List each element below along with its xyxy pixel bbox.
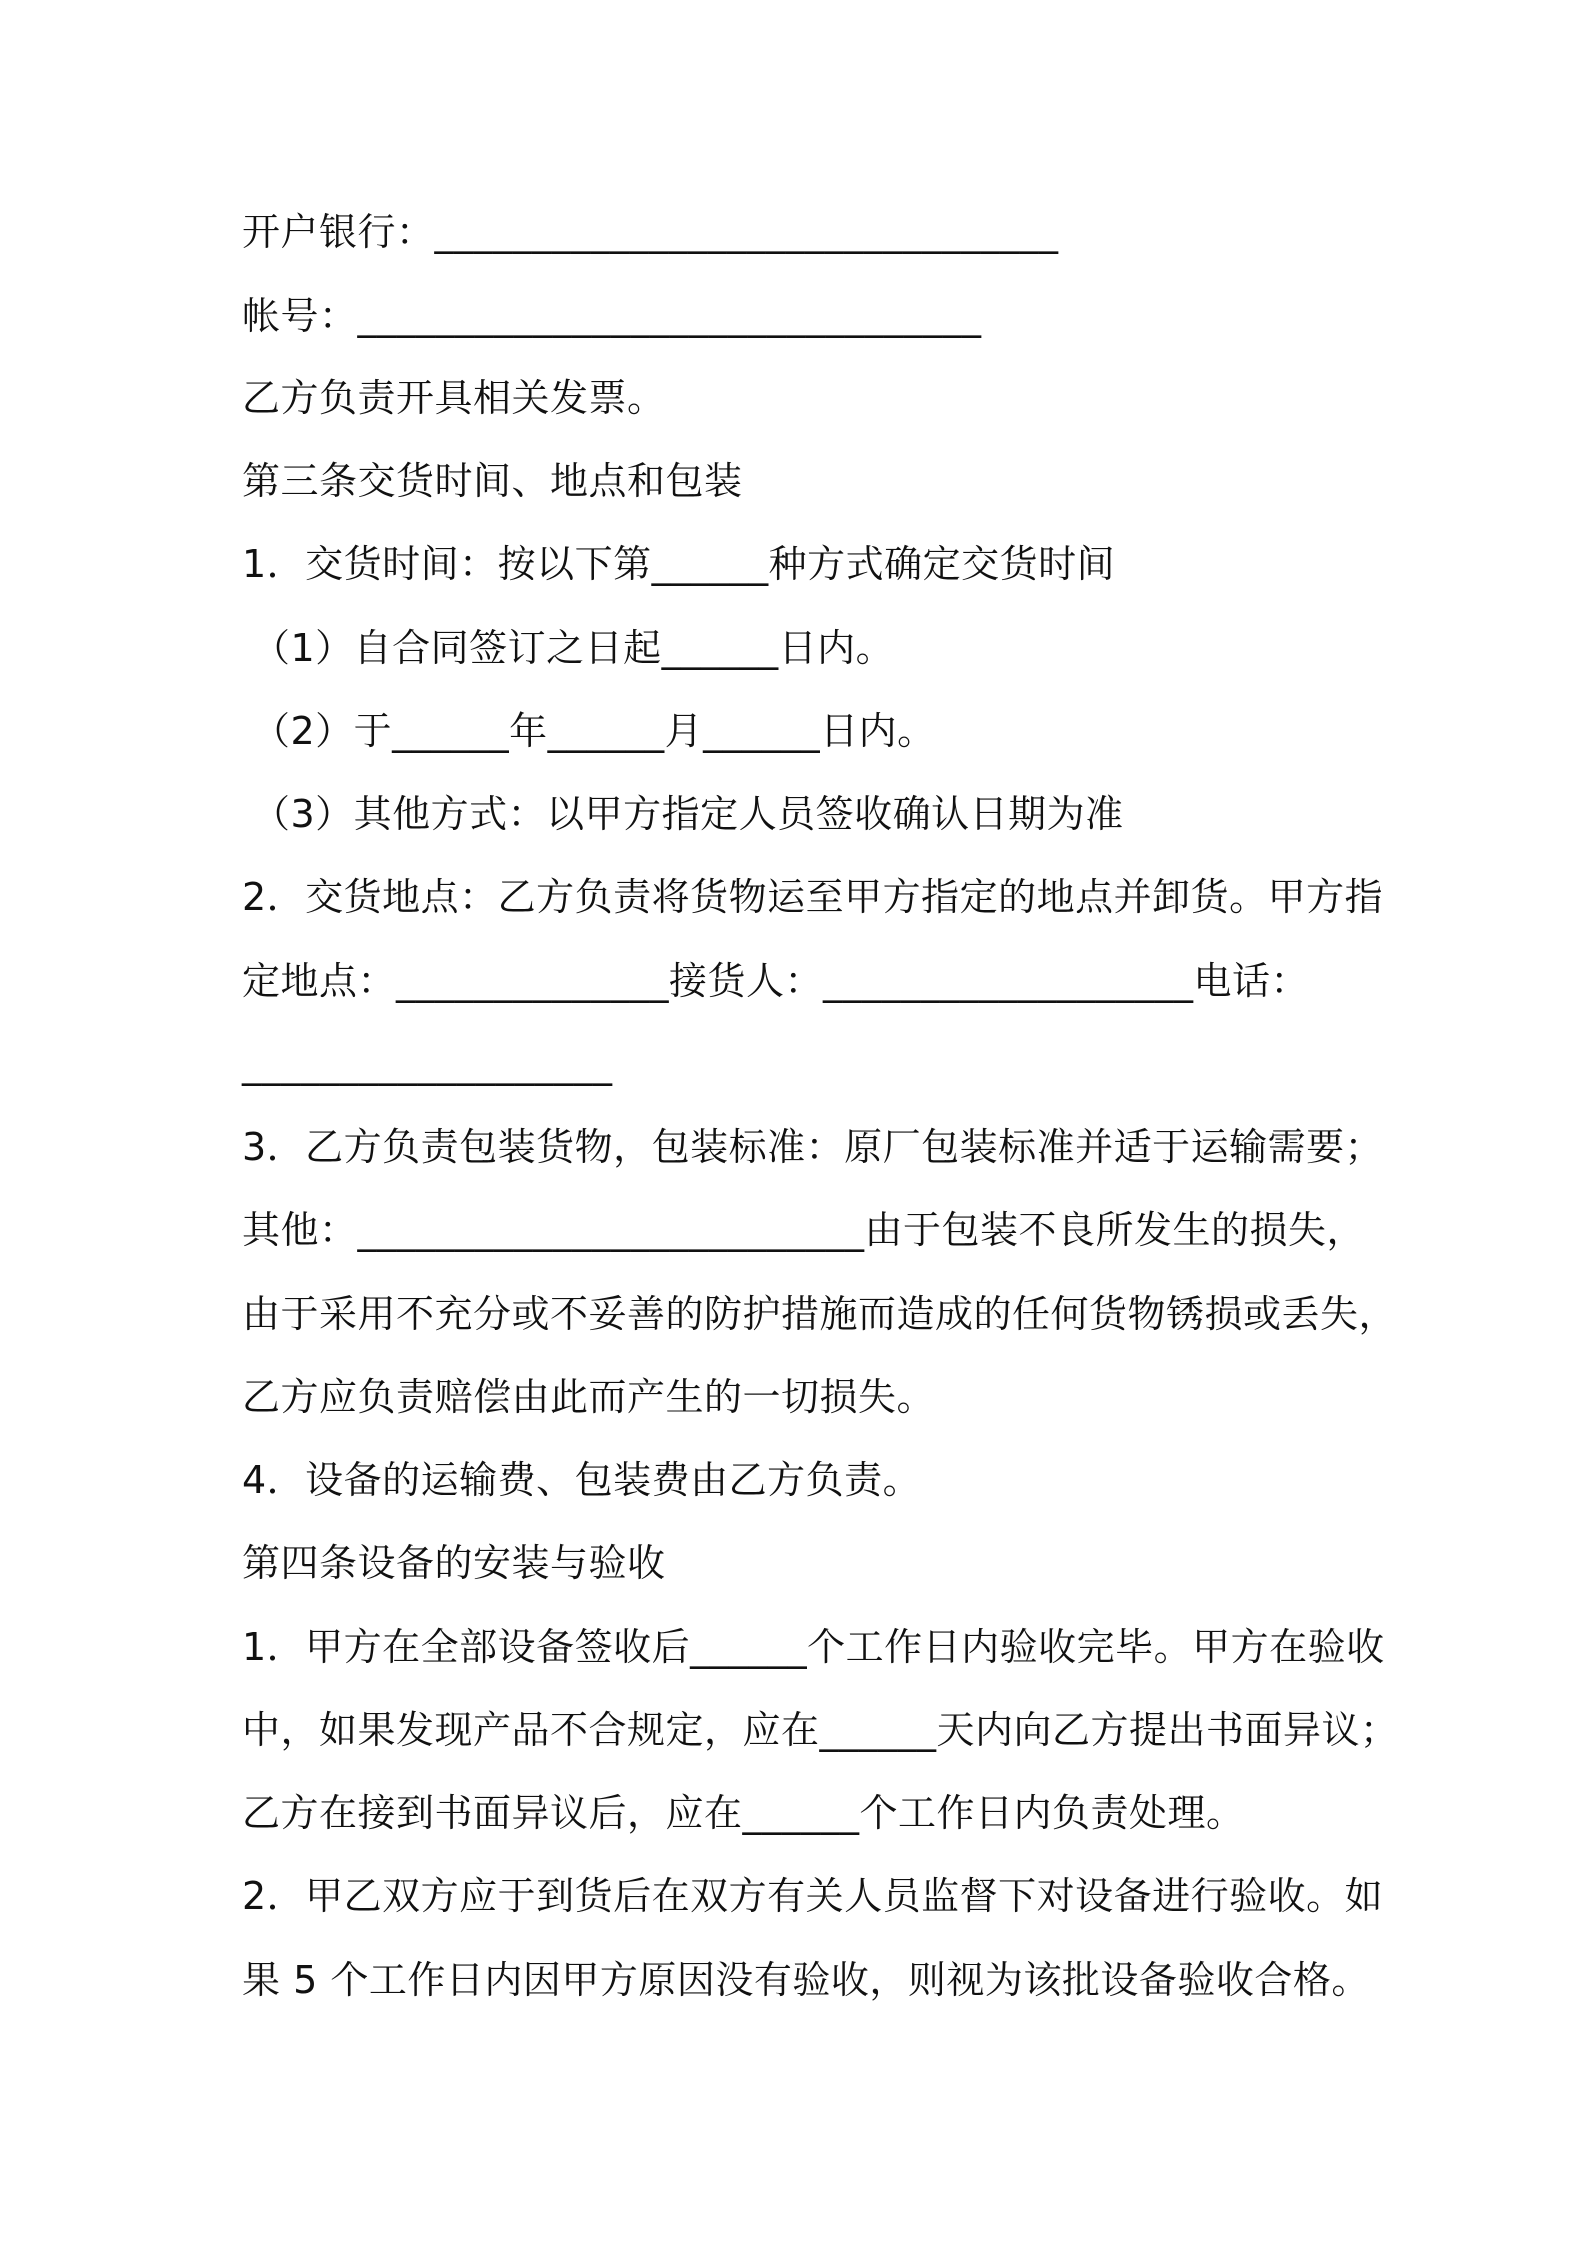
clause-4-1-line-2: 中，如果发现产品不合规定，应在______天内向乙方提出书面异议； [242,1708,1399,1752]
clause-3-2-line-2: 定地点：______________接货人：___________________电话： [242,959,1310,1003]
account-number-line: 帐号：________________________________ [242,294,982,338]
clause-3-4: 4．设备的运输费、包装费由乙方负责。 [242,1458,922,1502]
clause-4-2-line-2: 果 5 个工作日内因甲方原因没有验收，则视为该批设备验收合格。 [242,1958,1370,2002]
clause-3-1-option-3: （3）其他方式：以甲方指定人员签收确认日期为准 [252,792,1124,836]
section-3-heading: 第三条交货时间、地点和包装 [242,459,743,503]
clause-3-3-line-1: 3．乙方负责包装货物，包装标准：原厂包装标准并适于运输需要； [242,1125,1384,1169]
clause-3-2-line-1: 2．交货地点：乙方负责将货物运至甲方指定的地点并卸货。甲方指 [242,875,1384,919]
clause-3-3-line-2: 其他：__________________________由于包装不良所发生的损失， [242,1208,1366,1252]
section-4-heading: 第四条设备的安装与验收 [242,1541,666,1585]
invoice-line: 乙方负责开具相关发票。 [242,376,666,420]
clause-3-1-option-2: （2）于______年______月______日内。 [252,709,936,753]
clause-4-2-line-1: 2．甲乙双方应于到货后在双方有关人员监督下对设备进行验收。如 [242,1874,1384,1918]
clause-4-1-line-3: 乙方在接到书面异议后，应在______个工作日内负责处理。 [242,1791,1245,1835]
clause-3-1: 1．交货时间：按以下第______种方式确定交货时间 [242,542,1116,586]
clause-3-2-line-3: ___________________ [242,1042,613,1086]
clause-3-3-line-3: 由于采用不充分或不妥善的防护措施而造成的任何货物锈损或丢失， [242,1292,1398,1336]
clause-3-3-line-4: 乙方应负责赔偿由此而产生的一切损失。 [242,1375,936,1419]
clause-3-1-option-1: （1）自合同签订之日起______日内。 [252,626,895,670]
clause-4-1-line-1: 1．甲方在全部设备签收后______个工作日内验收完毕。甲方在验收 [242,1625,1385,1669]
bank-name-line: 开户银行：________________________________ [242,210,1059,254]
